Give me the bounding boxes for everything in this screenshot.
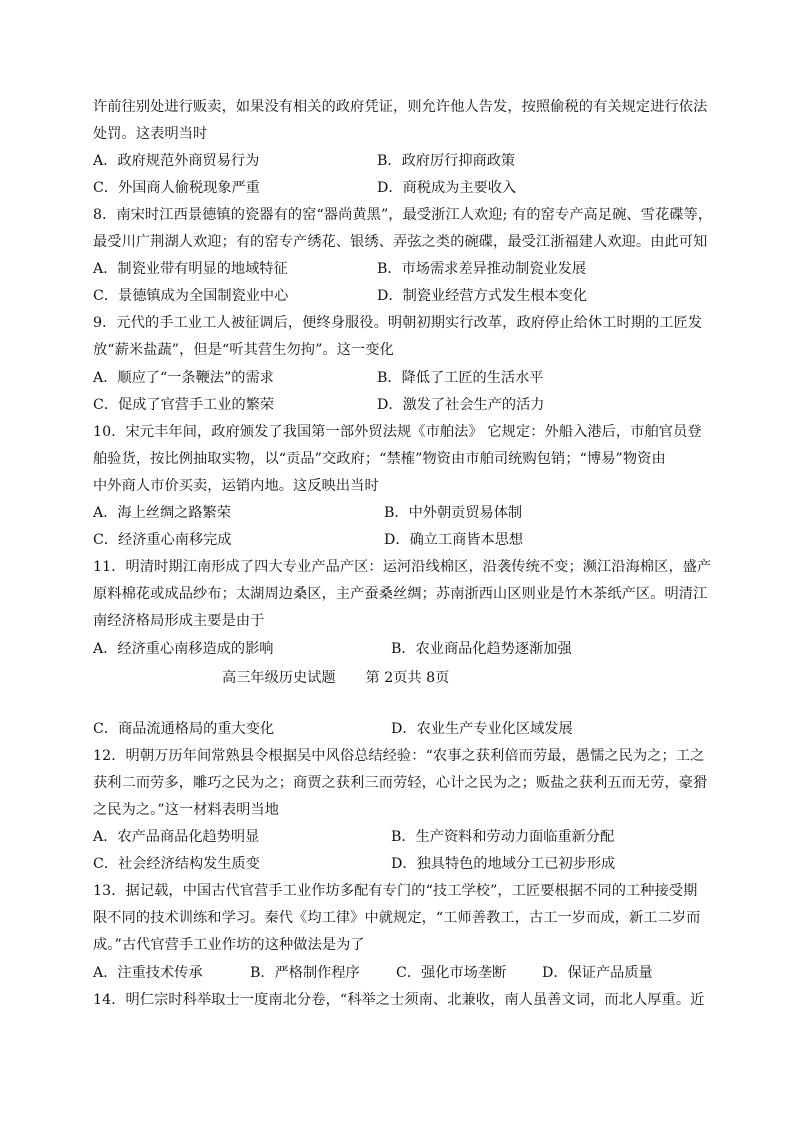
q11-line-2: 原料棉花或成品纱布；太湖周边桑区，主产蚕桑丝绸；苏南浙西山区则业是竹木茶纸产区。明清江 <box>93 586 708 602</box>
q12-option-d: D．独具特色的地域分工已初步形成 <box>391 856 616 872</box>
q10-line-2: 舶验货，按比例抽取实物，以“贡品”交政府；“禁榷”物资由市舶司统购包销；“博易”物资由 <box>93 451 666 467</box>
q12-option-a: A．农产品商品化趋势明显 <box>93 829 260 845</box>
page-footer <box>222 668 449 688</box>
q9-option-b: B．降低了工匠的生活水平 <box>377 370 544 386</box>
q8-line-2: 最受川广荆湖人欢迎；有的窑专产绣花、银绣、弄弦之类的碗碟，最受江浙福建人欢迎。由此可知 <box>93 234 708 250</box>
prev-option-d: D．商税成为主要收入 <box>377 180 517 196</box>
q8-option-b: B．市场需求差异推动制瓷业发展 <box>377 261 587 277</box>
q11-option-d: D．农业生产专业化区域发展 <box>391 721 573 737</box>
q11-option-b: B．农业商品化趋势逐渐加强 <box>391 641 572 657</box>
q13-line-1: 13．据记载，中国古代官营手工业作坊多配有专门的“技工学校”，工匠要根据不同的工种接受期 <box>93 883 698 899</box>
q11-line-3: 南经济格局形成主要是由于 <box>93 613 265 629</box>
q8-line-1: 8．南宋时江西景德镇的瓷器有的窑“器尚黄黑”，最受浙江人欢迎; 有的窑专产高足碗、雪花碟等， <box>93 207 713 223</box>
q14-line-1: 14．明仁宗时科举取士一度南北分卷，“科举之士须南、北兼收，南人虽善文词，而北人厚重。近 <box>93 992 705 1008</box>
q13-line-3: 成。”古代官营手工业作坊的这种做法是为了 <box>93 937 365 953</box>
q11-option-c: C．商品流通格局的重大变化 <box>93 721 275 737</box>
intro-line-1: 许前往别处进行贩卖，如果没有相关的政府凭证，则允许他人告发，按照偷税的有关规定进行依法 <box>93 99 708 115</box>
q10-line-3: 中外商人市价买卖，运销内地。这反映出当时 <box>93 478 379 494</box>
footer-exam-title: 高三年级历史试题 <box>222 670 336 686</box>
prev-option-c: C．外国商人偷税现象严重 <box>93 180 260 196</box>
q9-option-a: A．顺应了“一条鞭法”的需求 <box>93 370 274 386</box>
prev-option-b: B．政府厉行抑商政策 <box>377 153 516 169</box>
q11-option-a: A．经济重心南移造成的影响 <box>93 641 274 657</box>
q10-line-1: 10．宋元丰年间，政府颁发了我国第一部外贸法规《市舶法》 它规定：外船入港后，市舶官员登 <box>93 424 702 440</box>
intro-line-2: 处罚。这表明当时 <box>93 126 208 142</box>
q12-line-2: 获利二而劳多，雕巧之民为之；商贾之获利三而劳轻，心计之民为之；贩盐之获利五而无劳，豪猾 <box>93 775 708 791</box>
q13-option-d: D．保证产品质量 <box>542 965 653 981</box>
q12-line-1: 12．明朝万历年间常熟县令根据吴中风俗总结经验：“农事之获利倍而劳最，愚懦之民为之；工之 <box>93 748 705 764</box>
q9-line-2: 放“薪米盐蔬”，但是“听其营生勿拘”。这一变化 <box>93 342 394 358</box>
q10-option-a: A．海上丝绸之路繁荣 <box>93 505 231 521</box>
q12-option-c: C．社会经济结构发生质变 <box>93 856 260 872</box>
q8-option-a: A．制瓷业带有明显的地域特征 <box>93 261 288 277</box>
footer-page-number: 第 2页共 8页 <box>365 670 450 686</box>
q12-option-b: B．生产资料和劳动力面临重新分配 <box>391 829 615 845</box>
q9-option-d: D．激发了社会生产的活力 <box>377 397 545 413</box>
q10-option-c: C．经济重心南移完成 <box>93 532 232 548</box>
q8-option-d: D．制瓷业经营方式发生根本变化 <box>377 288 588 304</box>
q10-option-d: D．确立工商皆本思想 <box>384 532 524 548</box>
q10-option-b: B．中外朝贡贸易体制 <box>384 505 523 521</box>
prev-option-a: A．政府规范外商贸易行为 <box>93 153 260 169</box>
q13-line-2: 限不同的技术训练和学习。秦代《均工律》中就规定，“工师善教工，古工一岁而成，新工二岁而 <box>93 910 701 926</box>
q11-line-1: 11．明清时期江南形成了四大专业产品产区：运河沿线棉区，沿袭传统不变；濒江沿海棉区，盛产 <box>93 559 712 575</box>
q13-option-a: A．注重技术传承 <box>93 965 203 981</box>
q9-line-1: 9．元代的手工业工人被征调后，便终身服役。明朝初期实行改革，政府停止给休工时期的工匠发 <box>93 315 703 331</box>
q13-option-c: C．强化市场垄断 <box>396 965 507 981</box>
q12-line-3: 之民为之。”这一材料表明当地 <box>93 802 279 818</box>
q13-option-b: B．严格制作程序 <box>250 965 360 981</box>
q9-option-c: C．促成了官营手工业的繁荣 <box>93 397 275 413</box>
q8-option-c: C．景德镇成为全国制瓷业中心 <box>93 288 289 304</box>
